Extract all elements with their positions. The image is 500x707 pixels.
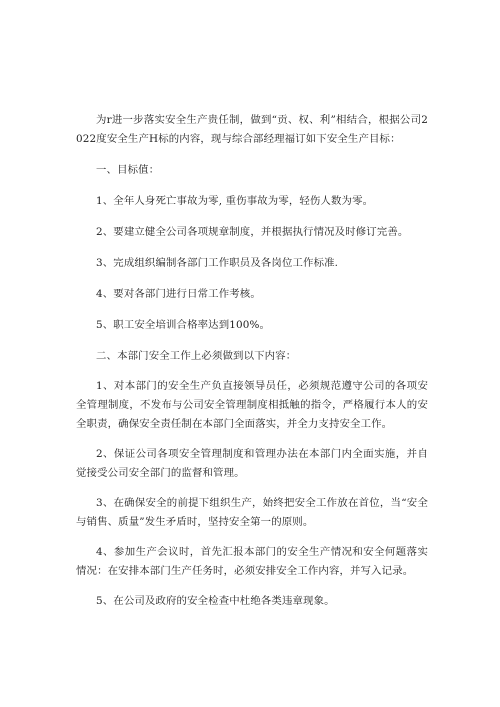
section-heading-targets: 一、目标值： — [96, 164, 160, 176]
document-body — [76, 111, 428, 611]
target-item-3: 3、完成组织编制各部门工作职员及各岗位工作标准. — [96, 257, 339, 269]
duty-item-4: 4、参加生产会议时，首先汇报本部门的安全生产情况和安全何题落实情况：在安排本部门生产任务时，必须安排安全工作内容，并写入记录。 — [76, 546, 428, 577]
section-heading-duties: 二、本部门安全工作上必须做到以下内容： — [96, 350, 297, 362]
duty-item-5: 5、在公司及政府的安全检查中杜绝各类违章现象。 — [96, 595, 335, 607]
duty-item-2: 2、保证公司各项安全管理制度和管理办法在本部门内全面实施，并自觉接受公司安全部门的监督和管理。 — [76, 448, 428, 479]
target-item-2: 2、要建立健全公司各项规章制度，并根据执行情况及时修订完善。 — [96, 226, 409, 238]
target-item-4: 4、要对各部门进行日常工作考核。 — [96, 288, 261, 300]
intro-paragraph: 为r进一步落实安全生产贵任制，做到“贡、权、利”相结合，根据公司2022度安全生产H标的内容，现与综合部经理福订如下安全生产目标： — [76, 114, 428, 145]
target-item-1: 1、全年人身死亡事故为零, 重伤事故为零，轻伤人数为零。 — [96, 195, 374, 207]
duty-item-3: 3、在确保安全的前提下组织生产，始终把安全工作放在首位，当“安全与销售、质量”发生矛盾时，坚持安全第一的原则。 — [76, 497, 428, 528]
duty-item-1: 1、对本部门的安全生产负直接领导员任，必须规范遵守公司的各项安全管理制度，不发布与公司安全管理制度相抵触的指令，严格履行本人的安全职责，确保安全责任制在本部门全面落实，并全力支持安全工作。 — [76, 380, 428, 430]
target-item-5: 5、职工安全培训合格率达到100%。 — [96, 319, 271, 331]
